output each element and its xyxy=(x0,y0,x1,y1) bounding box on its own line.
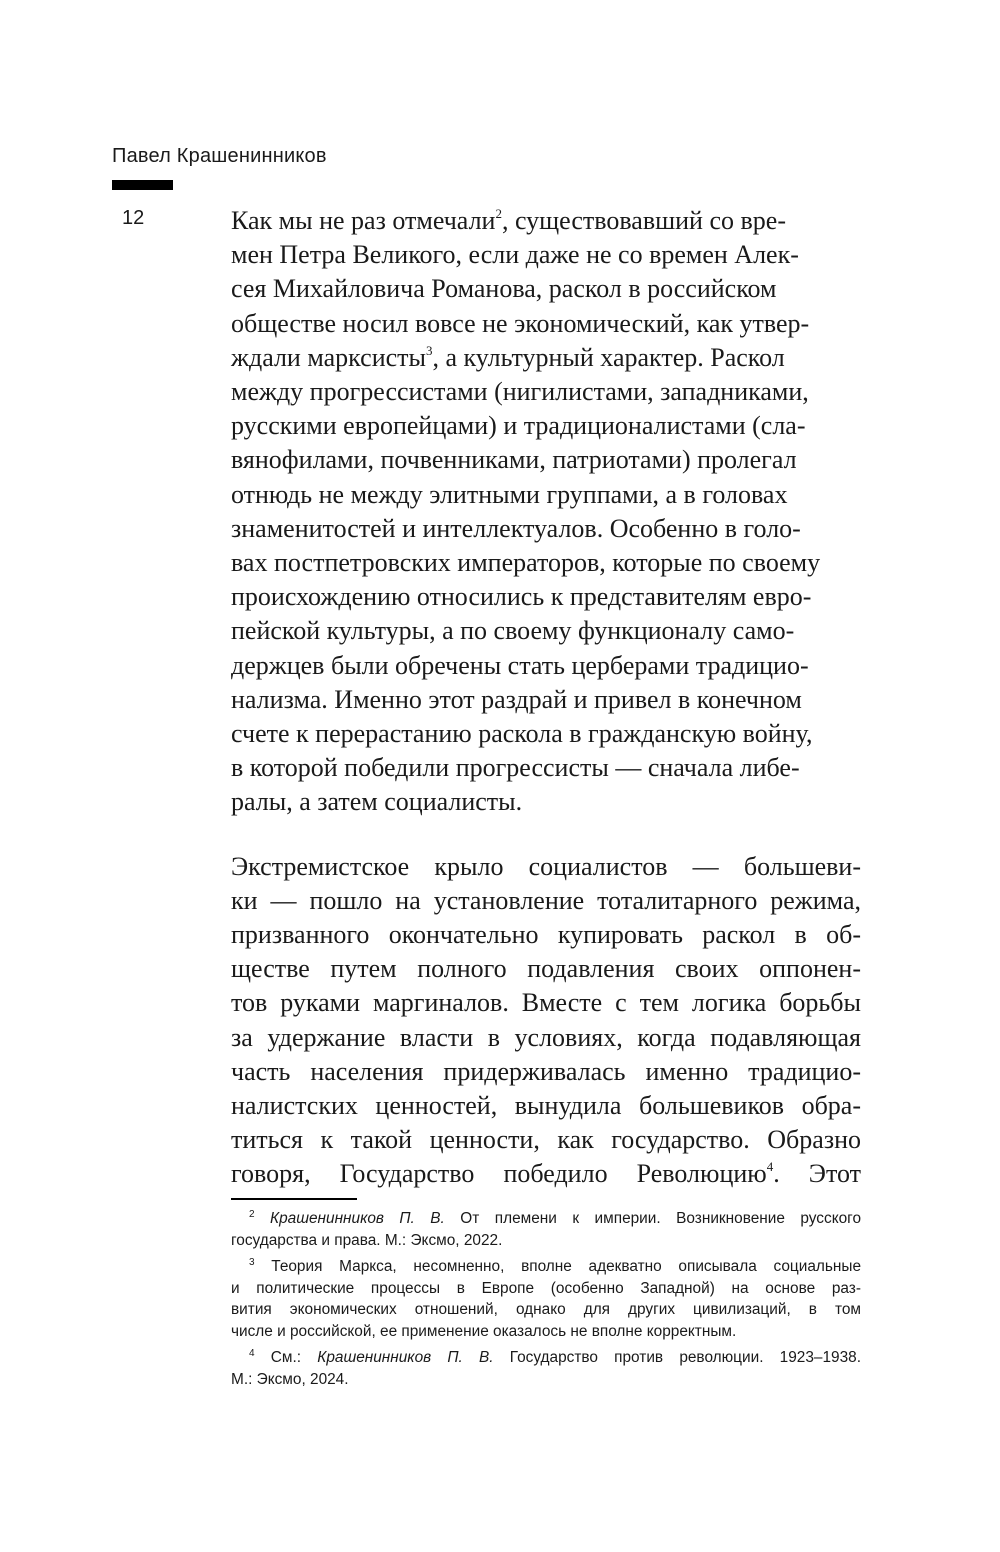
text-line: призванного окончательно купировать раскол в об- xyxy=(231,920,861,950)
footnote-3 xyxy=(231,1256,861,1342)
footnote-number: 2 xyxy=(249,1209,255,1220)
footnote-ref-3: 3 xyxy=(425,342,433,358)
footnote-line: $^3$ Теория Маркса, несомненно, вполне адекватно описывала социальные xyxy=(249,1257,861,1275)
footnotes xyxy=(231,1208,861,1395)
text-line: отнюдь не между элитными группами, а в головах xyxy=(231,479,788,509)
footnote-line: М.: Эксмо, 2024. xyxy=(231,1370,349,1388)
text-line: русскими европейцами) и традиционалистами (сла- xyxy=(231,411,806,441)
text-line: ществе путем полного подавления своих оппонен- xyxy=(231,954,861,984)
text-line: между прогрессистами (нигилистами, западниками, xyxy=(231,377,809,407)
footnote-number: 4 xyxy=(249,1348,255,1359)
footnote-author: Крашенинников П. В. xyxy=(270,1210,445,1227)
text-line: ки — пошло на установление тоталитарного режима, xyxy=(231,885,861,915)
text-line: Как мы не раз отмечали$^2$, существовавший со вре- xyxy=(231,206,786,235)
text-line: обществе носил вовсе не экономический, как утвер- xyxy=(231,308,810,338)
text-line: сея Михайловича Романова, раскол в российском xyxy=(231,274,777,304)
text-line: знаменитостей и интеллектуалов. Особенно в голо- xyxy=(231,513,801,543)
footnote-line: и политические процессы в Европе (особенно Западной) на основе раз- xyxy=(231,1279,861,1297)
paragraph-1 xyxy=(231,204,861,820)
text-line: налистских ценностей, вынудила большевиков обра- xyxy=(231,1091,861,1121)
text-line: держцев были обречены стать церберами традицио- xyxy=(231,650,809,680)
footnote-2 xyxy=(231,1208,861,1251)
footnote-4 xyxy=(231,1347,861,1390)
text-line: Экстремистское крыло социалистов — большеви- xyxy=(231,851,861,881)
text-line: говоря, Государство победило Революцию$^4$. Этот xyxy=(231,1159,861,1189)
footnote-line: вития экономических отношений, однако для других цивилизаций, в том xyxy=(231,1301,861,1318)
footnote-author: Крашенинников П. В. xyxy=(317,1349,494,1366)
paragraph-2 xyxy=(231,850,861,1192)
text-line: происхождению относились к представителям евро- xyxy=(231,582,812,612)
footnote-line: $^2$ Крашенинников П. В. От племени к империи. Возникновение русского xyxy=(249,1209,861,1227)
footnote-ref-4: 4 xyxy=(766,1159,774,1175)
text-line: вянофилами, почвенниками, патриотами) пролегал xyxy=(231,445,797,475)
footnote-line: $^4$ См.: Крашенинников П. В. Государство против революции. 1923–1938. xyxy=(249,1348,861,1366)
footnote-line: государства и права. М.: Эксмо, 2022. xyxy=(231,1231,503,1249)
text-line: счете к перерастанию раскола в гражданскую войну, xyxy=(231,719,813,749)
text-line: за удержание власти в условиях, когда подавляющая xyxy=(231,1022,861,1052)
text-line: пейской культуры, а по своему функционалу само- xyxy=(231,616,795,646)
main-text xyxy=(231,204,861,1192)
footnote-separator xyxy=(231,1198,357,1200)
text-line: тов руками маргиналов. Вместе с тем логика борьбы xyxy=(231,988,861,1018)
text-line: вах постпетровских императоров, которые по своему xyxy=(231,548,821,578)
header-rule xyxy=(112,180,173,190)
text-line: часть населения придерживалась именно традицио- xyxy=(231,1056,861,1086)
footnote-line: числе и российской, ее применение оказалось не вполне корректным. xyxy=(231,1322,737,1340)
footnote-number: 3 xyxy=(249,1257,255,1268)
text-line: в которой победили прогрессисты — сначала либе- xyxy=(231,753,800,783)
text-line: ждали марксисты$^3$, а культурный характер. Раскол xyxy=(231,342,785,372)
running-head-author: Павел Крашенинников xyxy=(112,145,327,167)
footnote-ref-2: 2 xyxy=(495,206,502,221)
text-line: нализма. Именно этот раздрай и привел в конечном xyxy=(231,684,802,714)
page-number: 12 xyxy=(122,207,145,229)
text-line: титься к такой ценности, как государство. Образно xyxy=(231,1125,861,1155)
text-line: мен Петра Великого, если даже не со времен Алек- xyxy=(231,240,799,270)
text-line: ралы, а затем социалисты. xyxy=(231,787,523,817)
